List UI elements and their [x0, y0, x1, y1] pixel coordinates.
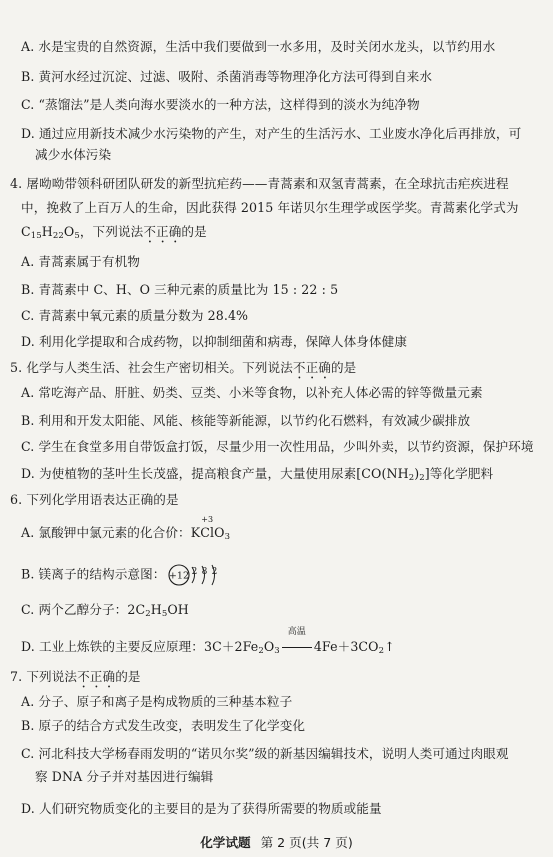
q6-option-b: B. 镁离子的结构示意图： +12 2 8 2: [21, 562, 226, 588]
q5-option-c: C. 学生在食堂多用自带饭盒打饭，尽量少用一次性用品，少叫外卖，以节约资源，保护环境: [21, 439, 534, 454]
q3-option-d-line2: 减少水体污染: [35, 147, 112, 162]
emphasis-not-correct: 不正确: [143, 224, 182, 239]
q4-stem-line3: $C_{15}H_{22}O_5$，下列说法不正确的是: [21, 224, 207, 241]
q7-option-a: A. 分子、原子和离子是构成物质的三种基本粒子: [21, 694, 293, 709]
q4-option-d: D. 利用化学提取和合成药物，以抑制细菌和病毒，保障人体身体健康: [21, 334, 408, 349]
q3-option-c: C. “蒸馏法”是人类向海水要淡水的一种方法，这样得到的淡水为纯净物: [21, 97, 420, 112]
reaction-arrow: [280, 627, 314, 655]
ion-nucleus-charge: +12: [168, 570, 189, 582]
valence-marked-cl: +3 Cl: [200, 515, 215, 540]
q7-option-d: D. 人们研究物质变化的主要目的是为了获得所需要的物质或能量: [21, 801, 382, 816]
q6-option-c: C. 两个乙醇分子：$2C_2H_5OH$: [21, 602, 189, 619]
ion-shell-1: 2: [191, 567, 197, 577]
q6-option-d: D. 工业上炼铁的主要反应原理：$3C+2Fe_2O_3$ 高温 $4Fe+3CO_2↑$: [21, 627, 395, 656]
q5-option-d: D. 为使植物的茎叶生长茂盛，提高粮食产量，大量使用尿素$[CO(NH_2)_2]$等化学肥料: [21, 466, 494, 483]
q6-stem: 6. 下列化学用语表达正确的是: [10, 492, 179, 507]
q4-option-c: C. 青蒿素中氧元素的质量分数为 28.4%: [21, 308, 249, 323]
q4-option-a: A. 青蒿素属于有机物: [21, 254, 140, 269]
q4-stem-line2: 中，挽救了上百万人的生命，因此获得 2015 年诺贝尔生理学或医学奖。青蒿素化学式为: [21, 200, 519, 215]
q7-stem: 7. 下列说法不正确的是: [10, 669, 141, 684]
footer-subject: 化学试题: [200, 835, 251, 850]
q4-option-b: B. 青蒿素中 C、H、O 三种元素的质量比为 15 : 22 : 5: [21, 282, 339, 297]
reaction-condition: 高温: [287, 627, 306, 637]
page-footer: [0, 835, 553, 851]
q7-option-c-line2: 察 DNA 分子并对基因进行编辑: [35, 769, 214, 784]
q4-stem-line1: 4. 屠呦呦带领科研团队研发的新型抗疟药——青蒿素和双氢青蒿素，在全球抗击疟疾进程: [10, 176, 509, 191]
magnesium-ion-diagram: [168, 562, 226, 588]
q7-option-c-line1: C. 河北科技大学杨春雨发明的“诺贝尔奖”级的新基因编辑技术，说明人类可通过肉眼观: [21, 746, 509, 761]
ion-shell-2: 8: [201, 567, 207, 577]
q3-option-d-line1: D. 通过应用新技术减少水污染物的产生，对产生的生活污水、工业废水净化后再排放，可: [21, 126, 522, 141]
q5-option-a: A. 常吃海产品、肝脏、奶类、豆类、小米等食物，以补充人体必需的锌等微量元素: [21, 385, 483, 400]
q7-option-b: B. 原子的结合方式发生改变，表明发生了化学变化: [21, 718, 306, 733]
q6-option-a: A. 氯酸钾中氯元素的化合价：K +3 ClO$_3$: [21, 515, 231, 542]
ion-shell-3: 2: [211, 567, 217, 577]
q3-option-a: A. 水是宝贵的自然资源，生活中我们要做到一水多用，及时关闭水龙头，以节约用水: [21, 39, 496, 54]
q3-option-b: B. 黄河水经过沉淀、过滤、吸附、杀菌消毒等物理净化方法可得到自来水: [21, 69, 433, 84]
q5-option-b: B. 利用和开发太阳能、风能、核能等新能源，以节约化石燃料，有效减少碳排放: [21, 413, 471, 428]
footer-page-number: 第 2 页(共 7 页): [260, 835, 353, 850]
q5-stem: 5. 化学与人类生活、社会生产密切相关。下列说法不正确的是: [10, 360, 357, 375]
